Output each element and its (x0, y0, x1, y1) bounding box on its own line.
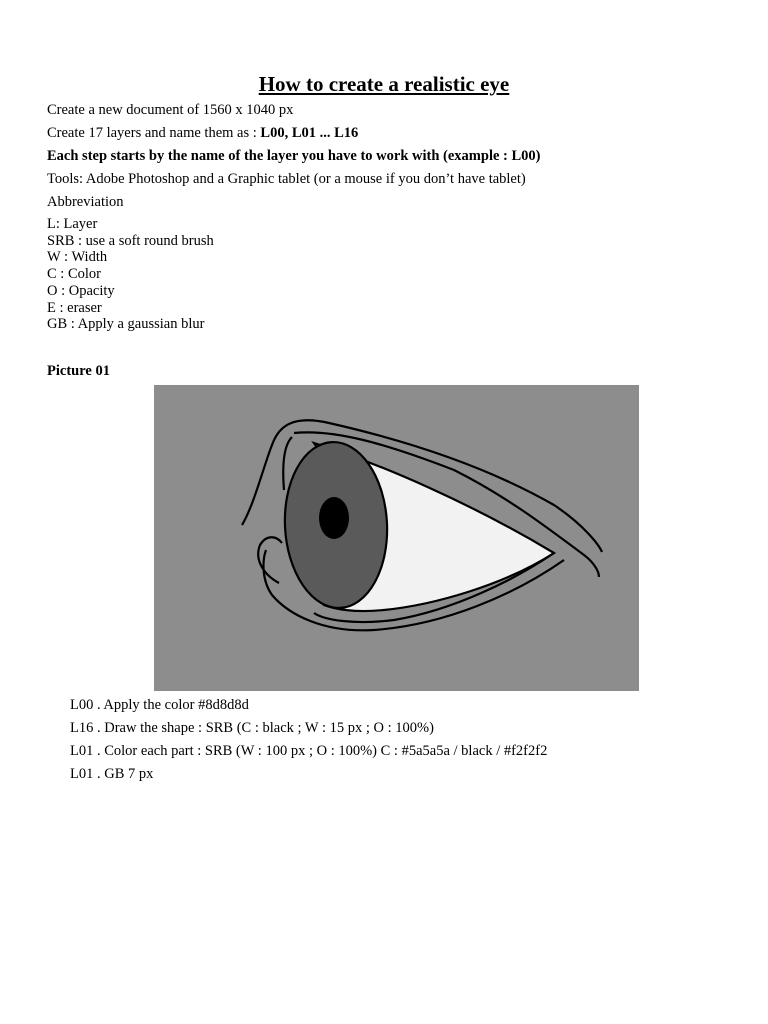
abbreviation-heading: Abbreviation (47, 194, 124, 210)
intro-line-steps-note: Each step starts by the name of the layer you have to work with (example : L00) (47, 148, 541, 164)
intro-line-tools: Tools: Adobe Photoshop and a Graphic tablet (or a mouse if you don’t have tablet) (47, 171, 526, 187)
abbreviation-item: C : Color (47, 266, 101, 283)
intro-line-layers (47, 124, 358, 142)
picture-label: Picture 01 (47, 363, 110, 379)
step-item: L01 . GB 7 px (70, 766, 154, 782)
abbreviation-list (47, 216, 214, 333)
eye-illustration (154, 385, 639, 691)
step-item: L00 . Apply the color #8d8d8d (70, 697, 249, 713)
pupil-shape (319, 497, 349, 539)
intro-line-layers-names: L00, L01 ... L16 (260, 125, 359, 141)
abbreviation-item: W : Width (47, 249, 108, 266)
abbreviation-item: GB : Apply a gaussian blur (47, 316, 205, 333)
abbreviation-item: L: Layer (47, 216, 98, 232)
step-item: L01 . Color each part : SRB (W : 100 px ; O : 100%) C : #5a5a5a / black / #f2f2f2 (70, 743, 548, 759)
intro-line-layers-prefix: Create 17 layers and name them as : (47, 125, 261, 141)
abbreviation-item: E : eraser (47, 299, 102, 316)
intro-line-document-size: Create a new document of 1560 x 1040 px (47, 102, 294, 118)
abbreviation-item: SRB : use a soft round brush (47, 232, 214, 249)
document-title: How to create a realistic eye (258, 72, 510, 96)
abbreviation-item: O : Opacity (47, 282, 115, 299)
eye-drawing (154, 385, 639, 691)
step-item: L16 . Draw the shape : SRB (C : black ; W : 15 px ; O : 100%) (70, 720, 434, 736)
step-list (70, 696, 547, 788)
